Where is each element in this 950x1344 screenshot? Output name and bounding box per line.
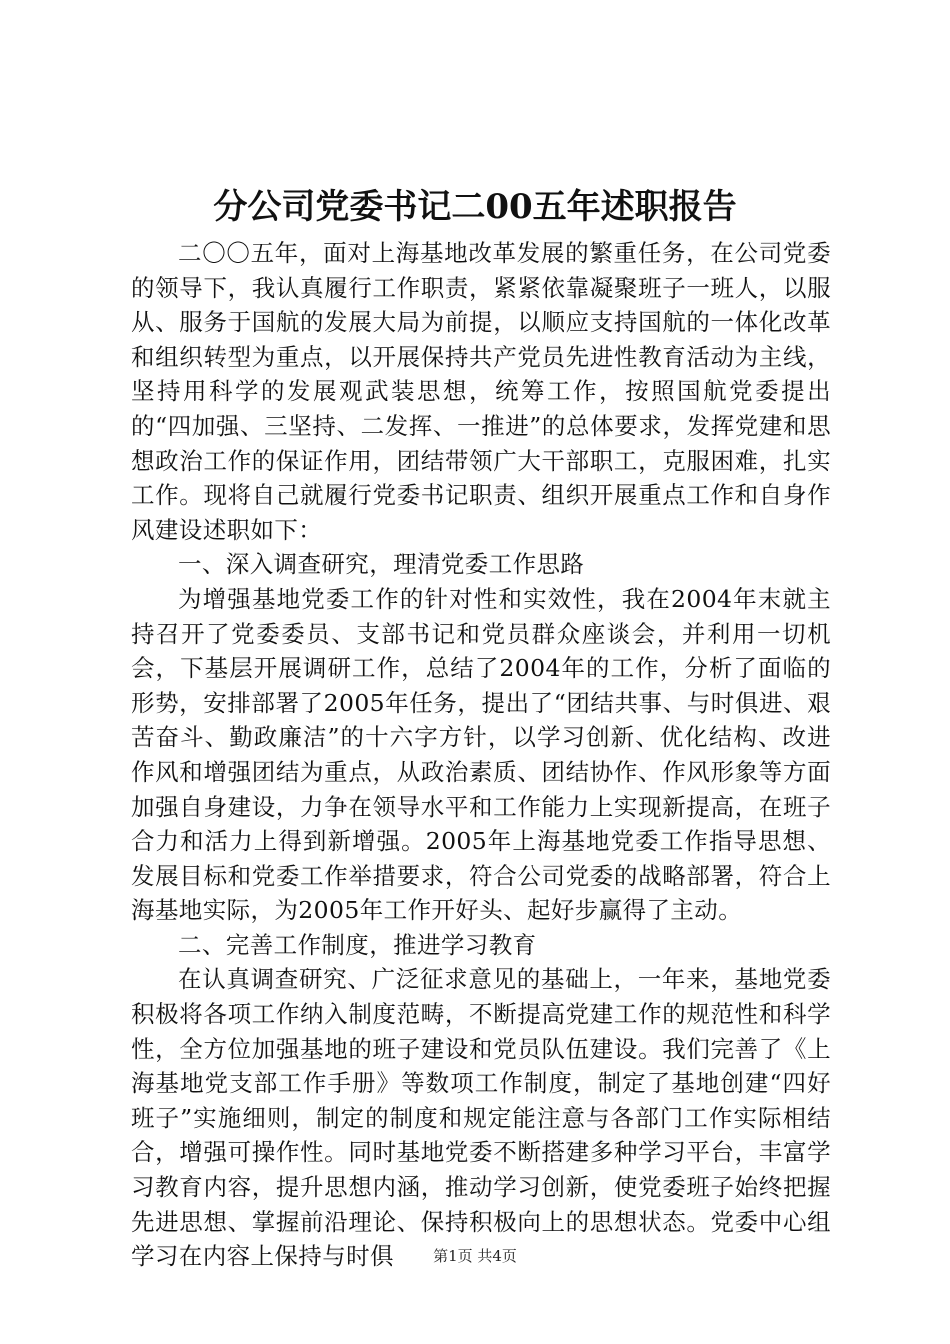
document-title: 分公司党委书记二00五年述职报告 <box>213 187 737 227</box>
page-footer: 第1页 共4页 <box>433 1247 517 1265</box>
paragraph-section-2: 在认真调查研究、广泛征求意见的基础上，一年来，基地党委积极将各项工作纳入制度范畴，不断提高党建工作的规范性和科学性，全方位加强基地的班子建设和党员队伍建设。我们完善了《上海基地党支部工作手册》等数项工作制度，制定了基地创建“四好班子”实施细则，制定的制度和规定能注意与各部门工作实际相结合，增强可操作性。同时基地党委不断搭建多种学习平台，丰富学习教育内容，提升思想内涵，推动学习创新，使党委班子始终把握先进思想、掌握前沿理论、保持积极向上的思想状态。党委中心组学习在内容上保持与时俱 <box>131 965 831 1271</box>
paragraph-intro: 二〇〇五年，面对上海基地改革发展的繁重任务，在公司党委的领导下，我认真履行工作职责，紧紧依靠凝聚班子一班人，以服从、服务于国航的发展大局为前提，以顺应支持国航的一体化改革和组织转型为重点，以开展保持共产党员先进性教育活动为主线，坚持用科学的发展观武装思想，统筹工作，按照国航党委提出的“四加强、三坚持、二发挥、一推进”的总体要求，发挥党建和思想政治工作的保证作用，团结带领广大干部职工，克服困难，扎实工作。现将自己就履行党委书记职责、组织开展重点工作和自身作风建设述职如下： <box>131 239 831 544</box>
paragraph-section-1: 为增强基地党委工作的针对性和实效性，我在2004年末就主持召开了党委委员、支部书记和党员群众座谈会，并利用一切机会，下基层开展调研工作，总结了2004年的工作，分析了面临的形势，安排部署了2005年任务，提出了“团结共事、与时俱进、艰苦奋斗、勤政廉洁”的十六字方针，以学习创新、优化结构、改进作风和增强团结为重点，从政治素质、团结协作、作风形象等方面加强自身建设，力争在领导水平和工作能力上实现新提高，在班子合力和活力上得到新增强。2005年上海基地党委工作指导思想、发展目标和党委工作举措要求，符合公司党委的战略部署，符合上海基地实际，为2005年工作开好头、起好步赢得了主动。 <box>131 584 831 925</box>
document-body <box>131 236 831 1274</box>
section-heading-1: 一、深入调查研究，理清党委工作思路 <box>178 550 585 579</box>
section-heading-2: 二、完善工作制度，推进学习教育 <box>178 930 537 959</box>
